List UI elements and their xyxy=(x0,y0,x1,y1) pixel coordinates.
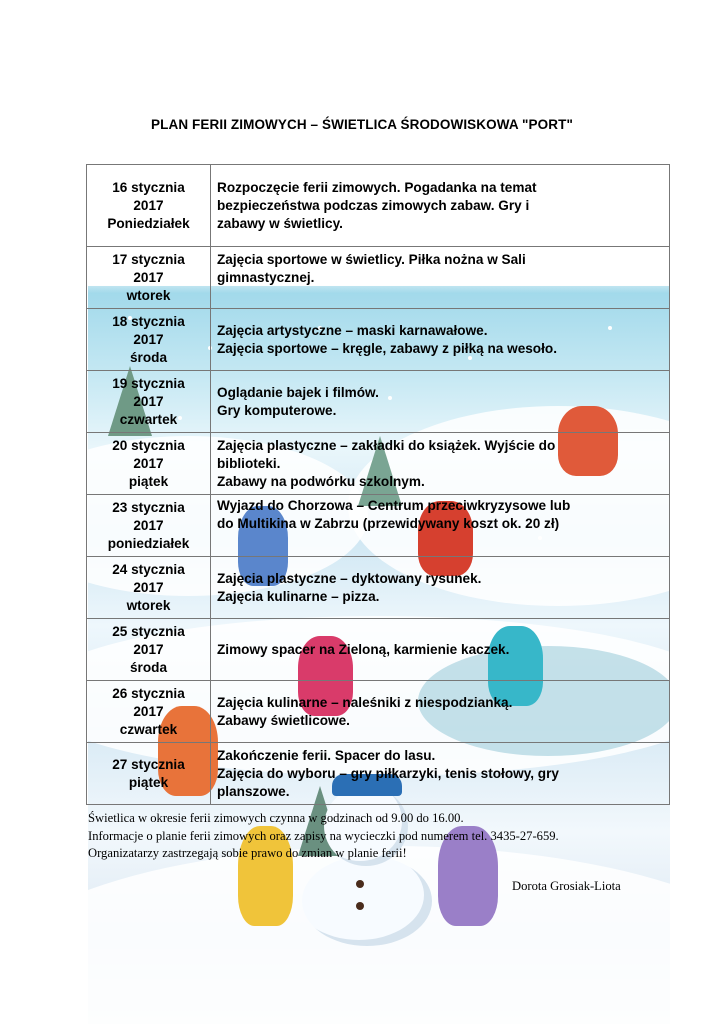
activity-line: Zajęcia do wyboru – gry piłkarzyki, tenis stołowy, gry xyxy=(217,765,559,781)
activity-cell xyxy=(211,743,670,805)
activity-cell xyxy=(211,433,670,495)
date-year: 2017 xyxy=(133,703,164,719)
date-cell xyxy=(87,309,211,371)
date-day: 24 stycznia xyxy=(112,561,185,577)
activity-line: Zajęcia sportowe – kręgle, zabawy z piłką na wesoło. xyxy=(217,340,557,356)
activity-line: Zajęcia sportowe w świetlicy. Piłka nożna w Sali xyxy=(217,252,526,267)
activity-cell xyxy=(211,247,670,309)
date-cell xyxy=(87,165,211,247)
date-year: 2017 xyxy=(133,517,164,533)
date-weekday: środa xyxy=(129,349,168,365)
date-cell xyxy=(87,681,211,743)
date-day: 17 stycznia xyxy=(112,251,185,267)
date-cell xyxy=(87,495,211,557)
notes-block xyxy=(88,810,688,863)
table-row xyxy=(87,495,670,557)
activity-cell xyxy=(211,495,670,557)
date-weekday: poniedziałek xyxy=(107,535,190,551)
date-day: 26 stycznia xyxy=(112,685,185,701)
table-row xyxy=(87,165,670,247)
note-disclaimer: Organizatarzy zastrzegają sobie prawo do zmian w planie ferii! xyxy=(88,846,407,860)
activity-line: Zakończenie ferii. Spacer do lasu. xyxy=(217,747,436,763)
page-title: PLAN FERII ZIMOWYCH – ŚWIETLICA ŚRODOWISKOWA "PORT" xyxy=(151,117,573,132)
date-weekday: wtorek xyxy=(126,597,171,613)
activity-line: do Multikina w Zabrzu (przewidywany koszt ok. 20 zł) xyxy=(217,516,560,531)
note-contact: Informacje o planie ferii zimowych oraz zapisy na wycieczki pod numerem tel. 3435-27-659. xyxy=(88,828,559,843)
activity-line: Gry komputerowe. xyxy=(217,402,337,418)
table-row xyxy=(87,557,670,619)
date-weekday: piątek xyxy=(128,774,169,790)
date-year: 2017 xyxy=(133,331,164,347)
date-weekday: czwartek xyxy=(119,721,178,737)
table-row xyxy=(87,433,670,495)
signature: Dorota Grosiak-Liota xyxy=(512,879,621,893)
table-row xyxy=(87,619,670,681)
date-cell xyxy=(87,433,211,495)
date-year: 2017 xyxy=(133,197,164,213)
activity-line: Zajęcia plastyczne – zakładki do książek. Wyjście do xyxy=(217,437,556,453)
date-day: 16 stycznia xyxy=(112,179,185,195)
activity-line: Zajęcia artystyczne – maski karnawałowe. xyxy=(217,322,488,338)
date-cell xyxy=(87,557,211,619)
date-year: 2017 xyxy=(133,393,164,409)
date-cell xyxy=(87,247,211,309)
date-weekday: czwartek xyxy=(119,411,178,427)
date-day: 27 stycznia xyxy=(112,756,185,772)
activity-line: Zimowy spacer na Zieloną, karmienie kaczek. xyxy=(217,641,510,657)
note-hours: Świetlica w okresie ferii zimowych czynna w godzinach od 9.00 do 16.00. xyxy=(88,811,464,825)
table-row xyxy=(87,681,670,743)
activity-line: zabawy w świetlicy. xyxy=(217,215,343,231)
date-cell xyxy=(87,371,211,433)
schedule-table xyxy=(86,164,670,805)
activity-line: planszowe. xyxy=(217,783,290,799)
date-weekday: wtorek xyxy=(126,287,171,303)
date-cell xyxy=(87,619,211,681)
activity-line: Rozpoczęcie ferii zimowych. Pogadanka na temat xyxy=(217,179,537,195)
date-weekday: Poniedziałek xyxy=(107,215,190,231)
table-row xyxy=(87,247,670,309)
table-row xyxy=(87,371,670,433)
activity-line: Oglądanie bajek i filmów. xyxy=(217,384,379,400)
table-row xyxy=(87,309,670,371)
activity-line: Zabawy świetlicowe. xyxy=(217,712,350,728)
activity-cell xyxy=(211,557,670,619)
date-day: 23 stycznia xyxy=(112,499,185,515)
activity-line: gimnastycznej. xyxy=(217,270,315,285)
date-weekday: piątek xyxy=(128,473,169,489)
date-day: 25 stycznia xyxy=(112,623,185,639)
date-weekday: środa xyxy=(129,659,168,675)
activity-line: Zabawy na podwórku szkolnym. xyxy=(217,473,425,489)
table-row xyxy=(87,743,670,805)
date-day: 20 stycznia xyxy=(112,437,185,453)
activity-line: Zajęcia kulinarne – naleśniki z niespodzianką. xyxy=(217,694,513,710)
date-year: 2017 xyxy=(133,579,164,595)
activity-line: biblioteki. xyxy=(217,455,281,471)
activity-line: Zajęcia kulinarne – pizza. xyxy=(217,588,380,604)
date-year: 2017 xyxy=(133,641,164,657)
activity-cell xyxy=(211,309,670,371)
date-year: 2017 xyxy=(133,455,164,471)
activity-cell xyxy=(211,619,670,681)
activity-line: Wyjazd do Chorzowa – Centrum przeciwkryzysowe lub xyxy=(217,498,571,513)
activity-cell xyxy=(211,371,670,433)
activity-cell xyxy=(211,165,670,247)
activity-line: Zajęcia plastyczne – dyktowany rysunek. xyxy=(217,570,482,586)
date-day: 19 stycznia xyxy=(112,375,185,391)
activity-cell xyxy=(211,681,670,743)
date-cell xyxy=(87,743,211,805)
date-year: 2017 xyxy=(133,269,164,285)
date-day: 18 stycznia xyxy=(112,313,185,329)
activity-line: bezpieczeństwa podczas zimowych zabaw. Gry i xyxy=(217,197,530,213)
